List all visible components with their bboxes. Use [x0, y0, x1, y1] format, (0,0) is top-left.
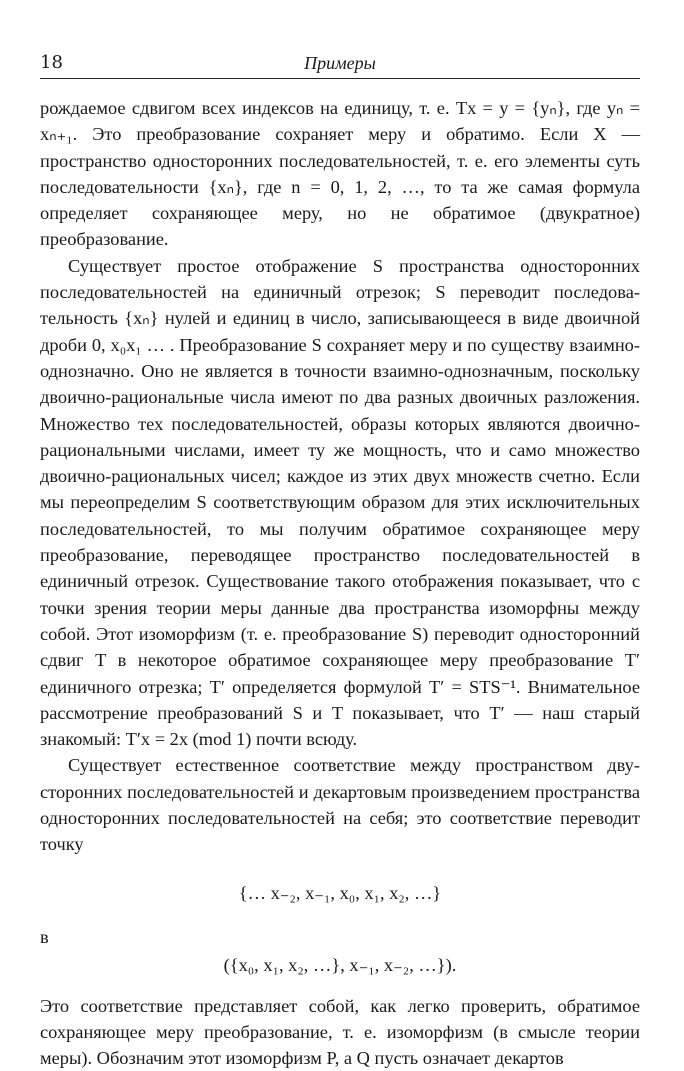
- running-title: Примеры: [40, 53, 640, 74]
- paragraph-3: Существует естественное соответствие между пространством двусторонних последовательностей и декартовым произведением пространства односторонних последовательностей на себя; это соответствие переводит точку: [40, 752, 640, 857]
- paragraph-4: Это соответствие представляет собой, как легко проверить, обратимое сохраняющее меру преобразование, т. е. изоморфизм (в смысле теории меры). Обозначим этот изоморфизм P, а Q пусть означает декартов: [40, 993, 640, 1071]
- connector-word: в: [40, 924, 640, 950]
- page-header: [40, 52, 640, 79]
- paragraph-1: рождаемое сдвигом всех индексов на единицу, т. е. Tx = y = {yₙ}, где yₙ = xₙ₊₁. Это преобразование сохраняет меру и обратимо. Если X — пространство односторонних последовательностей, т. е. его элементы суть последовательности {xₙ}, где n = 0, 1, 2, …, то та же самая формула определяет сохраняющее меру, но не обратимое (двукратное) преобразование.: [40, 95, 640, 253]
- paragraph-2: Существует простое отображение S пространства односторонних последовательностей на единичный отрезок; S переводит последовательность {xₙ} нулей и единиц в число, записывающееся в виде двоичной дроби 0, x₀x₁ … . Преобразование S сохраняет меру и по существу взаимно-однозначно. Оно не является в точности взаимно-однозначным, поскольку двоично-рациональные числа имеют по два разных двоичных разложения. Множество тех последовательностей, образы которых являются двоично-рациональными числами, имеет ту же мощность, что и само множество двоично-рациональных чисел; каждое из этих двух множеств счетно. Если мы переопределим S соответствующим образом для этих исключительных последовательностей, то мы получим обратимое сохраняющее меру преобразование, переводящее пространство последовательностей в единичный отрезок. Существование такого отображения показывает, что с точки зрения теории меры данные два пространства изоморфны между собой. Этот изоморфизм (т. е. преобразование S) переводит односторонний сдвиг T в некоторое обратимое сохраняющее меру преобразование T′ единичного отрезка; T′ определяется формулой T′ = STS⁻¹. Внимательное рассмотрение преобразований S и T показывает, что T′ — наш старый знакомый: T′x = 2x (mod 1) почти всюду.: [40, 253, 640, 753]
- body-text: [40, 95, 640, 1071]
- display-formula-pair: ({x₀, x₁, x₂, …}, x₋₁, x₋₂, …}).: [40, 952, 640, 978]
- display-formula-sequence: {… x₋₂, x₋₁, x₀, x₁, x₂, …}: [40, 880, 640, 906]
- page-number: 18: [40, 52, 63, 73]
